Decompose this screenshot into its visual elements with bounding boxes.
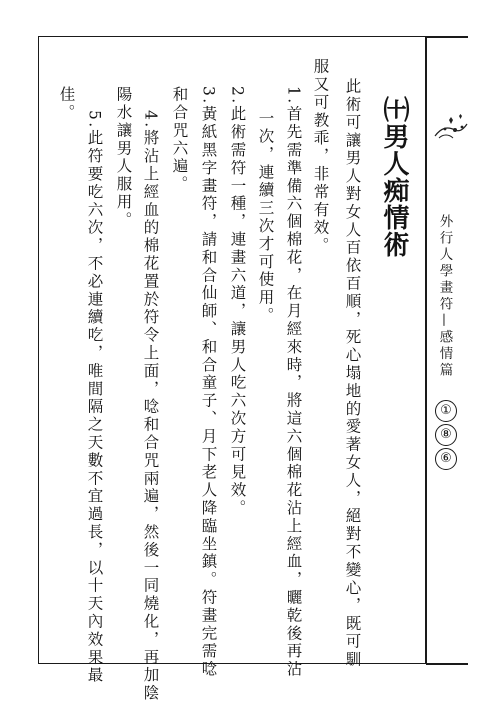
- top-rule: [426, 36, 468, 38]
- page-number-digit: ①: [435, 400, 457, 422]
- body-line: 陽水讓男人服用。: [114, 86, 133, 230]
- body-line: 和合咒六遍。: [170, 86, 189, 194]
- running-header: 外行人學畫符—感情篇: [436, 214, 453, 379]
- body-line: 一次，連續三次才可使用。: [256, 110, 275, 325]
- margin-rule: [426, 36, 427, 664]
- body-line: 5.此符要吃六次，不必連續吃，唯間隔之天數不宜過長，以十天內效果最: [85, 110, 104, 685]
- body-line: 2.此術需符一種，連畫六道，讓男人吃六次方可見效。: [228, 86, 247, 518]
- body-line: 佳。: [57, 86, 76, 122]
- floral-ornament-icon: [431, 108, 471, 144]
- page-number-digit: ⑧: [435, 424, 457, 446]
- page-number-digit: ⑥: [435, 448, 457, 470]
- body-line: 4.將沾上經血的棉花置於符令上面，唸和合咒兩遍，然後一同燒化，再加陰: [141, 110, 160, 703]
- body-line: 1.首先需準備六個棉花，在月經來時，將這六個棉花沾上經血，曬乾後再沾: [284, 86, 303, 679]
- body-line: 服又可教乖，非常有效。: [311, 58, 330, 255]
- body-line: 3.黃紙黑字畫符，請和合仙師、和合童子、月下老人降臨坐鎮。符畫完需唸: [199, 86, 218, 679]
- body-line: 此術可讓男人對女人百依百順，死心塌地的愛著女人，絕對不變心，既可馴: [343, 78, 362, 669]
- section-title: ㈩男人痴情術: [379, 96, 409, 258]
- bottom-rule: [426, 663, 468, 665]
